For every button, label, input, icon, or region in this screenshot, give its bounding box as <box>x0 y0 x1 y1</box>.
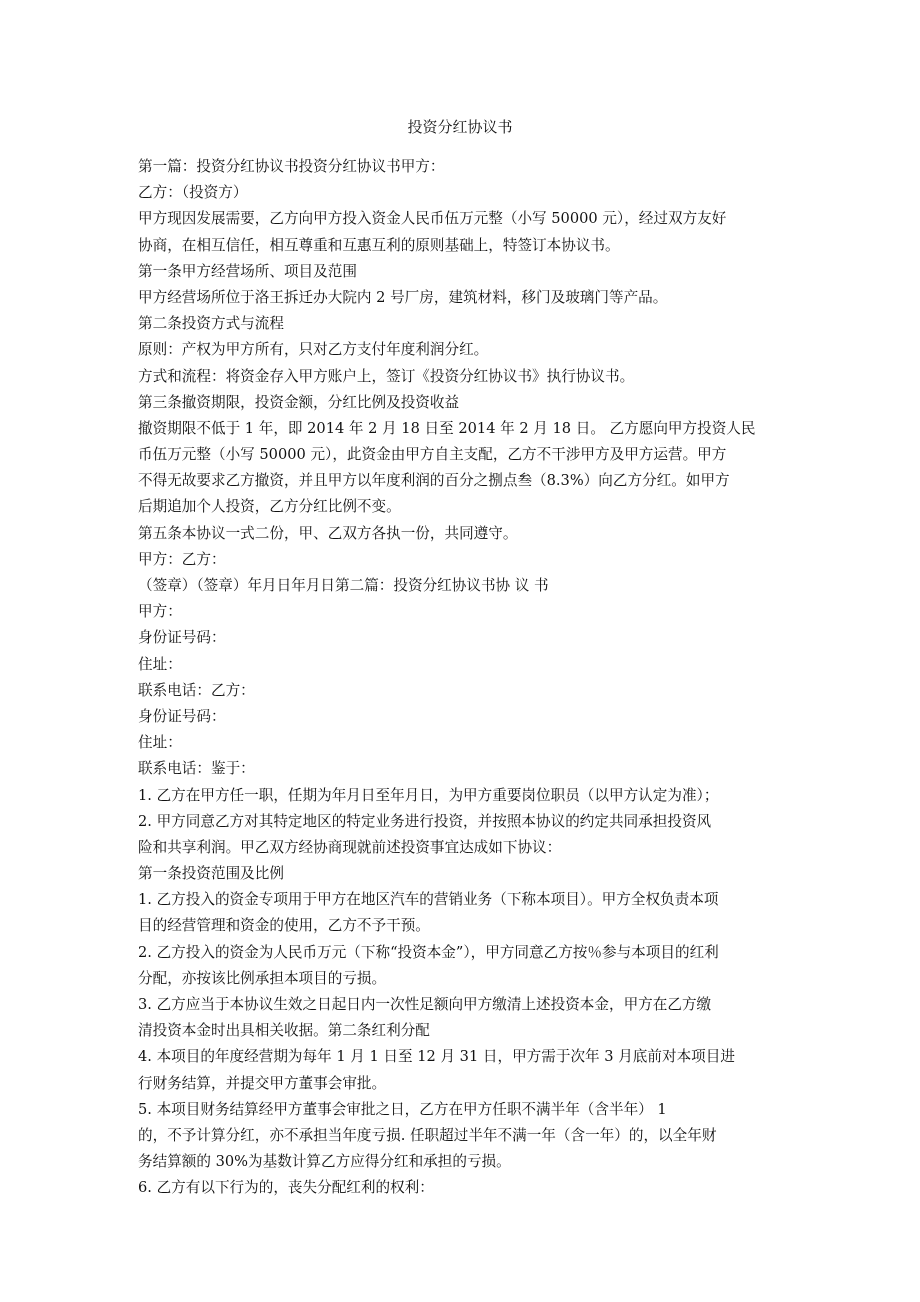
text-line: 联系电话：乙方： <box>138 681 255 699</box>
text-line: 身份证号码： <box>138 629 226 647</box>
text-line: 第一篇：投资分红协议书投资分红协议书甲方： <box>138 158 445 175</box>
document-body <box>138 154 788 1202</box>
text-line: 甲方经营场所位于洛王拆迁办大院内 2 号厂房，建筑材料，移门及玻璃门等产品。 <box>138 288 668 306</box>
text-line: 务结算额的 30%为基数计算乙方应得分红和承担的亏损。 <box>138 1153 511 1171</box>
text-line: 1. 乙方在甲方任一职，任期为年月日至年月日，为甲方重要岗位职员（以甲方认定为准）； <box>138 786 719 804</box>
text-line: 第二条投资方式与流程 <box>138 315 284 333</box>
text-line: 5. 本项目财务结算经甲方董事会审批之日，乙方在甲方任职不满半年（含半年） 1 <box>138 1100 667 1118</box>
text-line: 甲方：乙方： <box>138 550 226 568</box>
text-line: 甲方： <box>138 603 182 621</box>
text-line: 撤资期限不低于 1 年，即 2014 年 2 月 18 日至 2014 年 2 月 18 日。 乙方愿向甲方投资人民 <box>138 419 756 437</box>
text-line: 2. 乙方投入的资金为人民币万元（下称“投资本金”），甲方同意乙方按％参与本项目的红利 <box>138 943 719 961</box>
text-line: 的，不予计算分红，亦不承担当年度亏损. 任职超过半年不满一年（含一年）的，以全年财 <box>138 1126 717 1144</box>
text-line: 协商，在相互信任，相互尊重和互惠互利的原则基础上，特签订本协议书。 <box>138 236 620 254</box>
text-line: 联系电话：鉴于： <box>138 760 255 778</box>
text-line: 目的经营管理和资金的使用，乙方不予干预。 <box>138 917 430 935</box>
text-line: 第三条撤资期限，投资金额，分红比例及投资收益 <box>138 393 460 411</box>
text-line: 住址： <box>138 734 182 752</box>
text-line: 后期追加个人投资，乙方分红比例不变。 <box>138 498 401 516</box>
text-line: 原则：产权为甲方所有，只对乙方支付年度利润分红。 <box>138 341 489 359</box>
text-line: （签章）（签章）年月日年月日第二篇：投资分红协议书协 议 书 <box>138 577 549 594</box>
text-line: 分配，亦按该比例承担本项目的亏损。 <box>138 969 387 987</box>
text-line: 4. 本项目的年度经营期为每年 1 月 1 日至 12 月 31 日，甲方需于次年 3 月底前对本项目进 <box>138 1048 735 1066</box>
text-line: 险和共享利润。甲乙双方经协商现就前述投资事宜达成如下协议： <box>138 838 562 856</box>
text-line: 行财务结算，并提交甲方董事会审批。 <box>138 1074 387 1092</box>
text-line: 身份证号码： <box>138 707 226 725</box>
text-line: 第五条本协议一式二份，甲、乙双方各执一份，共同遵守。 <box>138 524 518 542</box>
text-line: 第一条甲方经营场所、项目及范围 <box>138 262 357 280</box>
text-line: 不得无故要求乙方撤资，并且甲方以年度利润的百分之捌点叁（8.3%）向乙方分红。如甲方 <box>138 472 730 490</box>
text-line: 6. 乙方有以下行为的，丧失分配红利的权利： <box>138 1179 434 1197</box>
text-line: 2. 甲方同意乙方对其特定地区的特定业务进行投资，并按照本协议的约定共同承担投资风 <box>138 812 712 830</box>
text-line: 乙方：（投资方） <box>138 184 248 202</box>
document-title: 投资分红协议书 <box>407 118 513 136</box>
text-line: 币伍万元整（小写 50000 元），此资金由甲方自主支配，乙方不干涉甲方及甲方运营。甲方 <box>138 446 727 464</box>
text-line: 方式和流程：将资金存入甲方账户上，签订《投资分红协议书》执行协议书。 <box>138 367 635 385</box>
text-line: 住址： <box>138 655 182 673</box>
text-line: 甲方现因发展需要，乙方向甲方投入资金人民币伍万元整（小写 50000 元），经过双方友好 <box>138 210 727 228</box>
text-line: 1. 乙方投入的资金专项用于甲方在地区汽车的营销业务（下称本项目）。甲方全权负责本项 <box>138 891 719 909</box>
text-line: 第一条投资范围及比例 <box>138 865 284 883</box>
text-line: 3. 乙方应当于本协议生效之日起日内一次性足额向甲方缴清上述投资本金，甲方在乙方缴 <box>138 996 712 1013</box>
text-line: 清投资本金时出具相关收据。第二条红利分配 <box>138 1022 430 1040</box>
